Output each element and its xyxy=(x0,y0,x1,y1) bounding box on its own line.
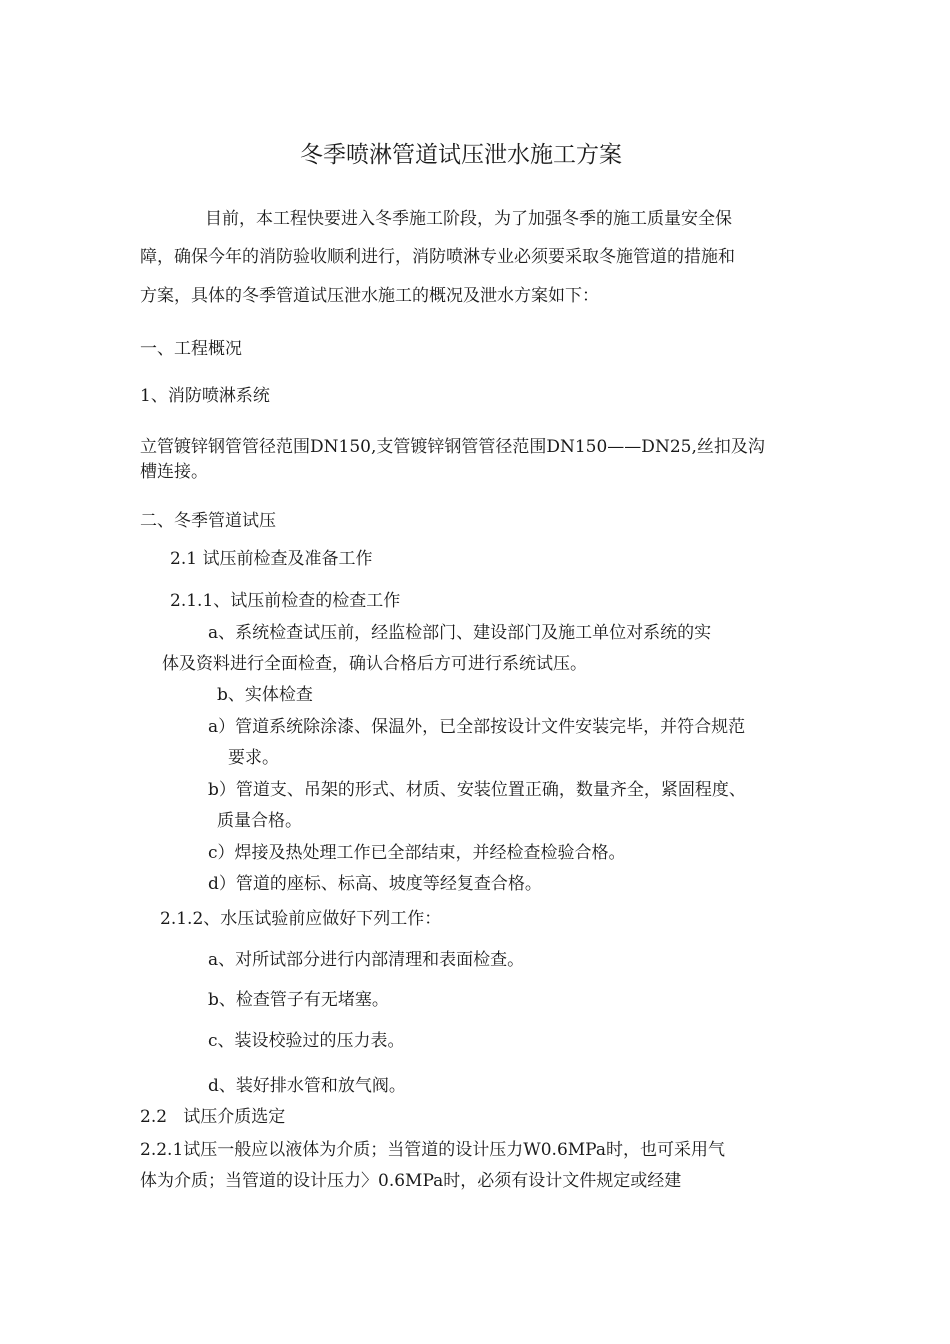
item-b-d: d）管道的座标、标高、坡度等经复查合格。 xyxy=(208,874,542,894)
item-b-b-line-1: b）管道支、吊架的形式、材质、安装位置正确，数量齐全，紧固程度、 xyxy=(208,780,746,800)
water-prep-c: c、装设校验过的压力表。 xyxy=(208,1031,405,1051)
intro-line-1: 目前，本工程快要进入冬季施工阶段，为了加强冬季的施工质量安全保 xyxy=(205,209,732,229)
item-b-c: c）焊接及热处理工作已全部结束，并经检查检验合格。 xyxy=(208,843,626,863)
section-2-2-1-line-2: 体为介质；当管道的设计压力〉0.6MPa时，必须有设计文件规定或经建 xyxy=(140,1171,682,1191)
item-b-b-line-2: 质量合格。 xyxy=(217,811,302,831)
section-2-2-heading: 2.2 试压介质选定 xyxy=(140,1107,286,1127)
item-a-line-1: a、系统检查试压前，经监检部门、建设部门及施工单位对系统的实 xyxy=(208,623,712,643)
section-2-1-2-heading: 2.1.2、水压试验前应做好下列工作： xyxy=(160,909,442,929)
item-b: b、实体检查 xyxy=(217,685,313,705)
water-prep-d: d、装好排水管和放气阀。 xyxy=(208,1076,406,1096)
section-2-1-heading: 2.1 试压前检查及准备工作 xyxy=(170,549,373,569)
section-2-heading: 二、冬季管道试压 xyxy=(140,511,276,531)
intro-line-2: 障，确保今年的消防验收顺利进行，消防喷淋专业必须要采取冬施管道的措施和 xyxy=(140,247,735,267)
document-title: 冬季喷淋管道试压泄水施工方案 xyxy=(300,142,622,168)
item-a-line-2: 体及资料进行全面检查，确认合格后方可进行系统试压。 xyxy=(162,654,587,674)
intro-line-3: 方案，具体的冬季管道试压泄水施工的概况及泄水方案如下： xyxy=(140,286,599,306)
section-1-desc-line-2: 槽连接。 xyxy=(140,462,208,482)
item-b-a-line-2: 要求。 xyxy=(228,748,279,768)
section-1-heading: 一、工程概况 xyxy=(140,339,242,359)
section-1-desc-line-1: 立管镀锌钢管管径范围DN150,支管镀锌钢管管径范围DN150——DN25,丝扣及沟 xyxy=(140,437,765,457)
section-2-2-1-line-1: 2.2.1试压一般应以液体为介质；当管道的设计压力W0.6MPa时，也可采用气 xyxy=(140,1140,725,1160)
section-2-1-1-heading: 2.1.1、试压前检查的检查工作 xyxy=(170,591,401,611)
section-1-sub-1: 1、消防喷淋系统 xyxy=(140,386,270,406)
water-prep-a: a、对所试部分进行内部清理和表面检查。 xyxy=(208,950,525,970)
water-prep-b: b、检查管子有无堵塞。 xyxy=(208,990,389,1010)
item-b-a-line-1: a）管道系统除涂漆、保温外，已全部按设计文件安装完毕，并符合规范 xyxy=(208,717,746,737)
